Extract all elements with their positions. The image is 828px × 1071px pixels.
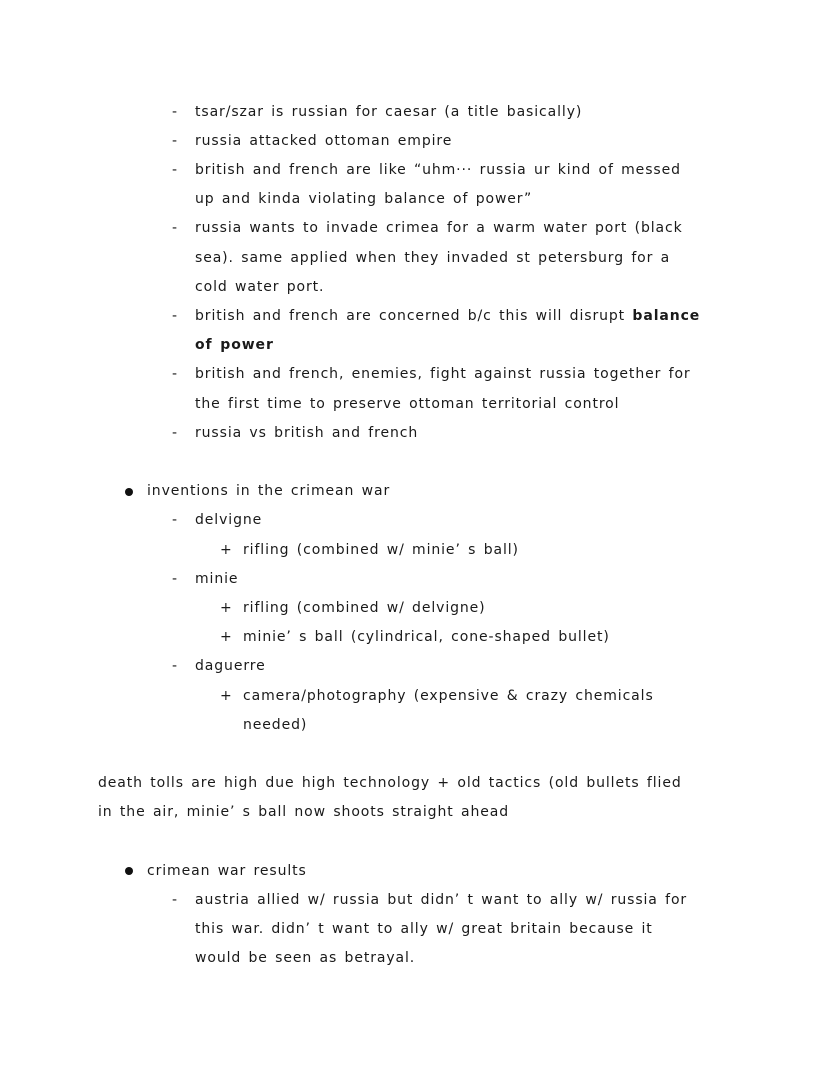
list-item-line: [195, 419, 418, 448]
list-item-line: [195, 214, 683, 243]
dash-marker: -: [172, 658, 178, 675]
bold-text: of power: [195, 337, 274, 354]
list-item-line: [243, 594, 486, 623]
plus-marker: +: [220, 541, 233, 558]
line-text: british and french, enemies, fight against russia together for: [195, 366, 691, 383]
list-item-line: [195, 944, 415, 973]
line-text: death tolls are high due high technology + old tactics (old bullets flied: [98, 775, 682, 792]
dash-marker: -: [172, 570, 178, 587]
line-text: inventions in the crimean war: [147, 483, 391, 500]
line-text: russia vs british and french: [195, 424, 419, 441]
list-item-line: [195, 98, 582, 127]
line-text: the first time to preserve ottoman territorial control: [195, 395, 620, 412]
bold-text: balance: [632, 307, 701, 324]
list-item-line: [243, 623, 610, 652]
line-text: up and kinda violating balance of power”: [195, 191, 533, 208]
line-text: austria allied w/ russia but didn’ t want to ally w/ russia for: [195, 891, 688, 908]
list-item-line: [195, 273, 324, 302]
line-text: sea). same applied when they invaded st petersburg for a: [195, 249, 671, 266]
line-text: rifling (combined w/ delvigne): [243, 599, 486, 616]
list-item-line: [195, 390, 619, 419]
list-item-line: [195, 652, 266, 681]
paragraph-line: [98, 769, 682, 798]
list-item-line: [195, 506, 262, 535]
list-item-line: [195, 244, 670, 273]
plus-marker: +: [220, 629, 233, 646]
list-item-line: [195, 915, 653, 944]
bullet-icon: [125, 488, 133, 496]
line-text: rifling (combined w/ minie’ s ball): [243, 541, 519, 558]
list-item-line: [195, 331, 274, 360]
line-text: minie’ s ball (cylindrical, cone-shaped bullet): [243, 629, 610, 646]
list-item-line: [195, 185, 532, 214]
dash-marker: -: [172, 103, 178, 120]
line-text: british and french are like “uhm··· russia ur kind of messed: [195, 161, 681, 178]
line-text: would be seen as betrayal.: [195, 950, 416, 967]
plus-marker: +: [220, 599, 233, 616]
paragraph-line: [98, 798, 509, 827]
list-item-line: [195, 156, 681, 185]
list-item-line: [243, 711, 307, 740]
line-text: daguerre: [195, 658, 266, 675]
line-text: crimean war results: [147, 862, 307, 879]
line-text: delvigne: [195, 512, 263, 529]
bullet-icon: [125, 867, 133, 875]
plus-marker: +: [220, 687, 233, 704]
line-text: in the air, minie’ s ball now shoots straight ahead: [98, 804, 510, 821]
dash-marker: -: [172, 132, 178, 149]
list-item-line: [195, 886, 687, 915]
dash-marker: -: [172, 366, 178, 383]
list-item-line: [195, 127, 452, 156]
dash-marker: -: [172, 891, 178, 908]
line-text: british and french are concerned b/c this will disrupt: [195, 307, 633, 324]
line-text: russia attacked ottoman empire: [195, 132, 453, 149]
dash-marker: -: [172, 220, 178, 237]
list-item-line: [243, 682, 654, 711]
dash-marker: -: [172, 161, 178, 178]
dash-marker: -: [172, 512, 178, 529]
list-item-line: [195, 302, 700, 331]
line-text: cold water port.: [195, 278, 325, 295]
line-text: needed): [243, 716, 308, 733]
line-text: camera/photography (expensive & crazy chemicals: [243, 687, 654, 704]
bullet-heading: [147, 857, 307, 886]
bullet-heading: [147, 477, 390, 506]
line-text: minie: [195, 570, 239, 587]
line-text: russia wants to invade crimea for a warm water port (black: [195, 220, 683, 237]
line-text: this war. didn’ t want to ally w/ great britain because it: [195, 921, 653, 938]
list-item-line: [243, 536, 519, 565]
line-text: tsar/szar is russian for caesar (a title basically): [195, 103, 583, 120]
list-item-line: [195, 565, 238, 594]
dash-marker: -: [172, 307, 178, 324]
dash-marker: -: [172, 424, 178, 441]
list-item-line: [195, 360, 691, 389]
